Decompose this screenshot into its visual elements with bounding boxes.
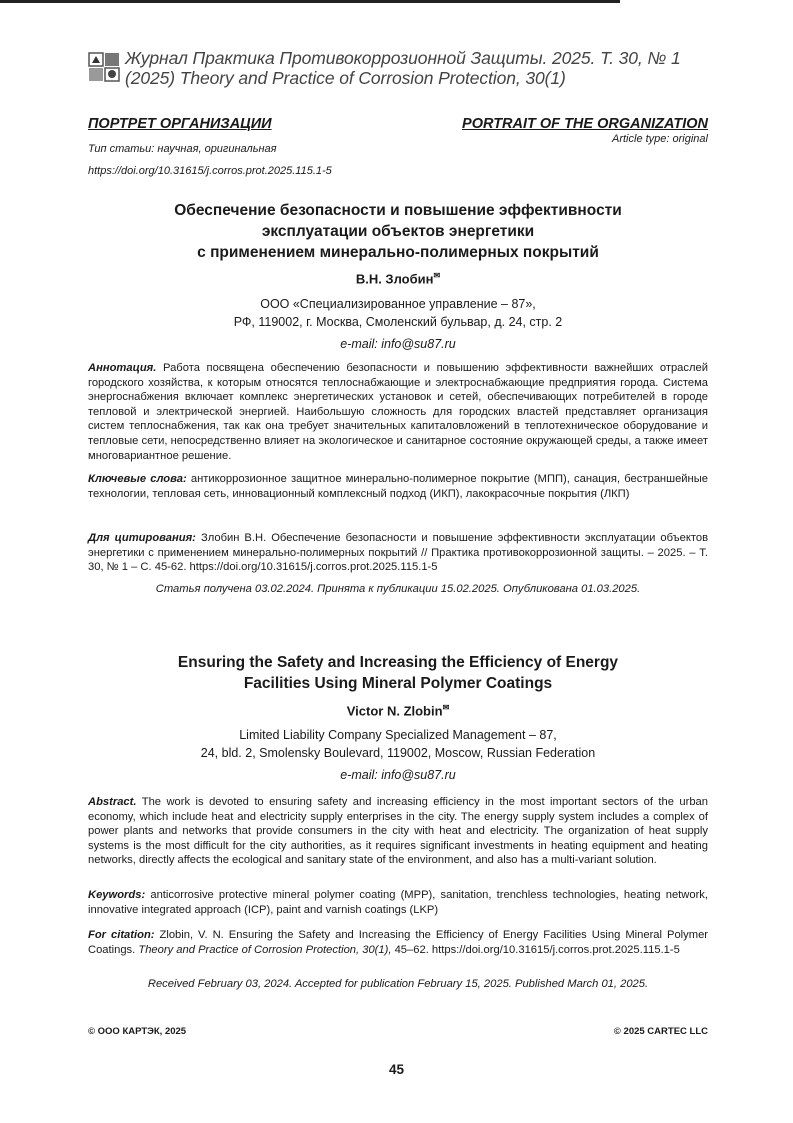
- affiliation-ru: [88, 295, 708, 331]
- title-ru-line: с применением минерально-полимерных покрытий: [197, 244, 599, 261]
- citation-doi: 45–62. https://doi.org/10.31615/j.corros.prot.2025.115.1-5: [394, 943, 680, 956]
- affiliation-line: ООО «Специализированное управление – 87»,: [260, 297, 536, 311]
- author-name: В.Н. Злобин: [355, 271, 434, 287]
- keywords-ru: [88, 472, 708, 501]
- citation-en: [88, 928, 708, 957]
- affiliation-en: [88, 726, 708, 762]
- journal-logo: [88, 52, 120, 82]
- abstract-text: Работа посвящена обеспечению безопасности и повышению эффективности важнейших отраслей городского хозяйства, к которым относятся теплоснабжающие и электроснабжающие предприятия города. Система энергоснабжения включает комплекс энергетических установок и сетей, обеспечивающих потребителей в городе тепловой и электрической энергией. Наибольшую сложность для городских властей представляет организация систем теплоснабжения, так как она требует значительных капиталовложений в теплотехническое оборудование и тепловые сети, непосредственно влияет на экологическое и санитарное состояние окружающей среды, а также имеет многовариантное решение.: [88, 362, 708, 462]
- doi-link[interactable]: https://doi.org/10.31615/j.corros.prot.2025.115.1-5: [88, 165, 332, 177]
- journal-title-ru: Журнал Практика Противокоррозионной Защиты. 2025. Т. 30, № 1: [125, 48, 681, 68]
- affiliation-line: 24, bld. 2, Smolensky Boulevard, 119002, Moscow, Russian Federation: [200, 746, 596, 760]
- citation-ru: [88, 531, 708, 575]
- citation-label: Для цитирования:: [88, 532, 196, 544]
- article-title-ru: [88, 200, 708, 263]
- keywords-en: [88, 888, 708, 917]
- abstract-label: Abstract.: [88, 796, 137, 808]
- citation-text: Злобин В.Н. Обеспечение безопасности и повышение эффективности эксплуатации объектов энергетики с применением минерально-полимерных покрытий // Практика противокоррозионной защиты. – 2025. – Т. 30, № 1 – С. 45-62. https://doi.org/10.31615/j.corros.prot.2025.115.1-5: [88, 532, 709, 574]
- section-label-en: PORTRAIT OF THE ORGANIZATION: [462, 116, 708, 132]
- copyright-ru: © ООО КАРТЭК, 2025: [88, 1026, 187, 1037]
- section-label-ru: ПОРТРЕТ ОРГАНИЗАЦИИ: [88, 116, 272, 132]
- envelope-icon: ✉: [442, 703, 450, 712]
- title-en-line: Ensuring the Safety and Increasing the Efficiency of Energy: [177, 654, 619, 671]
- header-rule: [0, 0, 620, 3]
- keywords-text: антикоррозионное защитное минерально-полимерное покрытие (МПП), санация, бестраншейные технологии, тепловая сеть, инновационный комплексный подход (ИКП), лакокрасочные покрытия (ЛКП): [88, 473, 708, 500]
- title-ru-line: Обеспечение безопасности и повышение эффективности: [174, 202, 622, 219]
- affiliation-line: РФ, 119002, г. Москва, Смоленский бульвар, д. 24, стр. 2: [233, 315, 563, 329]
- affiliation-line: Limited Liability Company Specialized Management – 87,: [239, 728, 557, 742]
- title-en-line: Facilities Using Mineral Polymer Coatings: [243, 675, 553, 692]
- copyright-en: © 2025 CARTEC LLC: [613, 1026, 708, 1037]
- abstract-label: Аннотация.: [88, 362, 157, 374]
- citation-text: Zlobin, V. N. Ensuring the Safety and Increasing the Efficiency of Energy Facilities Using Mineral Polymer Coatings.: [88, 929, 709, 956]
- article-title-en: [88, 652, 708, 694]
- author-ru: [88, 271, 708, 286]
- email-en[interactable]: e-mail: info@su87.ru: [340, 768, 456, 782]
- title-ru-line: эксплуатации объектов энергетики: [261, 223, 535, 240]
- journal-title-en: (2025) Theory and Practice of Corrosion Protection, 30(1): [125, 68, 566, 88]
- abstract-en: [88, 795, 708, 868]
- author-en: [88, 703, 708, 718]
- dates-ru: Статья получена 03.02.2024. Принята к публикации 15.02.2025. Опубликована 01.03.2025.: [155, 583, 641, 595]
- citation-journal: Theory and Practice of Corrosion Protection, 30(1),: [138, 943, 392, 956]
- abstract-text: The work is devoted to ensuring safety and increasing efficiency in the most important sectors of the urban economy, which include heat and electricity supply enterprises in the city. The energy supply system includes a complex of power plants and networks that provide consumers in the city with heat and electricity. The organization of heat supply systems is the most difficult for the city authorities, as it requires significant investments in heating equipment and heating networks, directly affects the ecological and sanitary state of the environment, and also has a multi-variant solution.: [88, 796, 708, 867]
- keywords-text: anticorrosive protective mineral polymer coating (MPP), sanitation, trenchless technologies, heating network, innovative integrated approach (ICP), paint and varnish coatings (LKP): [88, 889, 708, 916]
- author-name: Victor N. Zlobin: [346, 703, 443, 719]
- dates-en: Received February 03, 2024. Accepted for publication February 15, 2025. Published March 01, 2025.: [147, 978, 649, 990]
- envelope-icon: ✉: [433, 271, 441, 280]
- abstract-ru: [88, 361, 708, 463]
- article-type-ru: Тип статьи: научная, оригинальная: [88, 143, 277, 155]
- keywords-label: Ключевые слова:: [88, 473, 187, 485]
- citation-label: For citation:: [88, 929, 155, 941]
- keywords-label: Keywords:: [88, 889, 146, 901]
- page-number: 45: [388, 1062, 405, 1077]
- article-type-en: Article type: original: [612, 133, 708, 145]
- email-ru[interactable]: e-mail: info@su87.ru: [340, 337, 456, 351]
